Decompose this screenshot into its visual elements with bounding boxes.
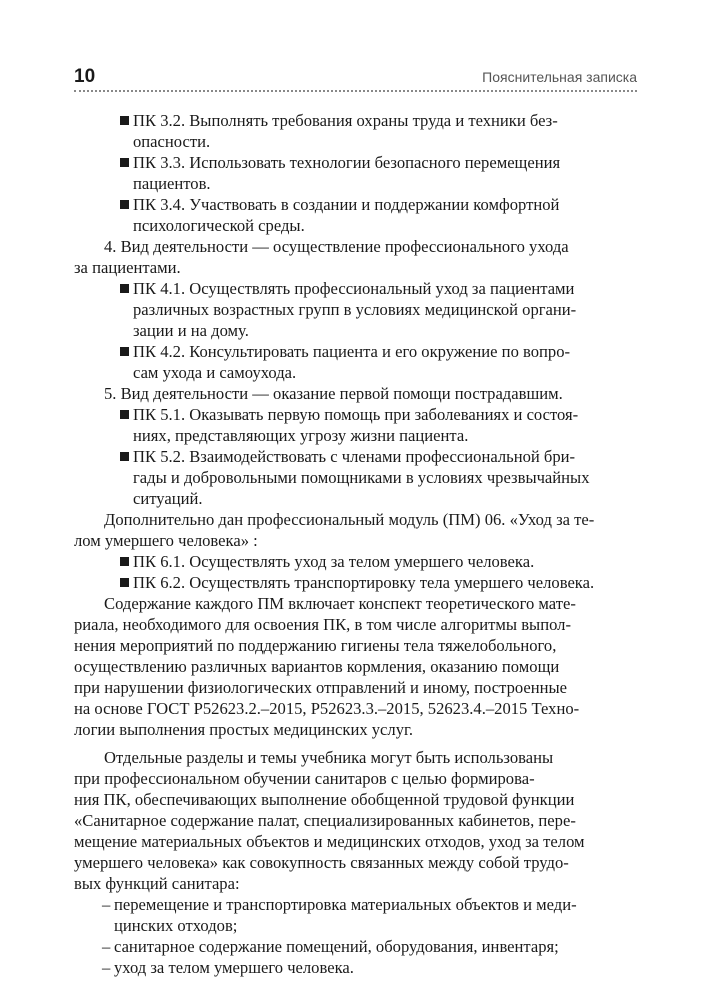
paragraph-1-line-5: при нарушении физиологических отправлений и иному, построенные (74, 678, 568, 697)
bullet-marker (120, 200, 129, 209)
pk-3-3-line-1: ПК 3.3. Использовать технологии безопасного перемещения (133, 153, 561, 172)
bullet-marker (120, 284, 129, 293)
paragraph-2-line-6: умершего человека» как совокупность связанных между собой трудо- (74, 853, 569, 872)
pk-5-1-line-1: ПК 5.1. Оказывать первую помощь при заболеваниях и состоя- (133, 405, 579, 424)
bullet-marker (120, 410, 129, 419)
page-header (74, 66, 637, 88)
dash-item-2-line: санитарное содержание помещений, оборудования, инвентаря; (114, 937, 559, 956)
dash-item-3-line: уход за телом умершего человека. (114, 958, 354, 977)
paragraph-2-line-7: вых функций санитара: (74, 874, 240, 893)
paragraph-1-line-6: на основе ГОСТ Р52623.2.–2015, Р52623.3.–2015, 52623.4.–2015 Техно- (74, 699, 580, 718)
paragraph-2-line-5: мещение материальных объектов и медицинских отходов, уход за телом (74, 832, 585, 851)
activity-5-line: 5. Вид деятельности — оказание первой помощи пострадавшим. (104, 384, 563, 403)
paragraph-1-line-4: осуществлению различных вариантов кормления, оказанию помощи (74, 657, 560, 676)
bullet-marker (120, 452, 129, 461)
activity-4-line-1: 4. Вид деятельности — осуществление профессионального ухода (104, 237, 569, 256)
activity-4-line-2: за пациентами. (74, 258, 181, 277)
pk-3-3-line-2: пациентов. (133, 174, 211, 193)
page-number: 10 (74, 66, 96, 87)
paragraph-1-line-7: логии выполнения простых медицинских услуг. (74, 720, 414, 739)
pm-06-line-2: лом умершего человека» : (74, 531, 258, 550)
dash-marker: – (102, 958, 111, 977)
bullet-marker (120, 578, 129, 587)
pk-4-2-line-2: сам ухода и самоухода. (133, 363, 297, 382)
pk-3-2-line-1: ПК 3.2. Выполнять требования охраны труда и техники без- (133, 111, 558, 130)
pk-5-2-line-3: ситуаций. (133, 489, 203, 508)
bullet-marker (120, 557, 129, 566)
paragraph-2-line-4: «Санитарное содержание палат, специализированных кабинетов, пере- (74, 811, 576, 830)
pk-5-2-line-2: гады и добровольными помощниками в условиях чрезвычайных (133, 468, 590, 487)
bullet-marker (120, 347, 129, 356)
pk-3-4-line-1: ПК 3.4. Участвовать в создании и поддержании комфортной (133, 195, 560, 214)
dash-item-1-line-1: перемещение и транспортировка материальных объектов и меди- (114, 895, 577, 914)
paragraph-2-line-2: при профессиональном обучении санитаров с целью формирова- (74, 769, 535, 788)
running-title: Пояснительная записка (482, 69, 637, 85)
dash-item-1-line-2: цинских отходов; (114, 916, 238, 935)
pk-6-2-line: ПК 6.2. Осуществлять транспортировку тела умершего человека. (133, 573, 595, 592)
pk-4-2-line-1: ПК 4.2. Консультировать пациента и его окружение по вопро- (133, 342, 571, 361)
pk-4-1-line-3: зации и на дому. (133, 321, 249, 340)
paragraph-1-line-2: риала, необходимого для освоения ПК, в том числе алгоритмы выпол- (74, 615, 571, 634)
pk-6-1-line: ПК 6.1. Осуществлять уход за телом умершего человека. (133, 552, 535, 571)
header-dotted-rule (74, 90, 637, 92)
pk-3-2-line-2: опасности. (133, 132, 211, 151)
pk-5-1-line-2: ниях, представляющих угрозу жизни пациента. (133, 426, 469, 445)
pk-5-2-line-1: ПК 5.2. Взаимодействовать с членами профессиональной бри- (133, 447, 576, 466)
pm-06-line-1: Дополнительно дан профессиональный модуль (ПМ) 06. «Уход за те- (104, 510, 595, 529)
dash-marker: – (102, 895, 111, 914)
paragraph-2-line-3: ния ПК, обеспечивающих выполнение обобщенной трудовой функции (74, 790, 575, 809)
bullet-marker (120, 116, 129, 125)
dash-marker: – (102, 937, 111, 956)
pk-4-1-line-1: ПК 4.1. Осуществлять профессиональный уход за пациентами (133, 279, 575, 298)
pk-3-4-line-2: психологической среды. (133, 216, 305, 235)
bullet-marker (120, 158, 129, 167)
paragraph-1-line-1: Содержание каждого ПМ включает конспект теоретического мате- (104, 594, 576, 613)
pk-4-1-line-2: различных возрастных групп в условиях медицинской органи- (133, 300, 577, 319)
paragraph-1-line-3: нения мероприятий по поддержанию гигиены тела тяжелобольного, (74, 636, 557, 655)
paragraph-2-line-1: Отдельные разделы и темы учебника могут быть использованы (104, 748, 554, 767)
